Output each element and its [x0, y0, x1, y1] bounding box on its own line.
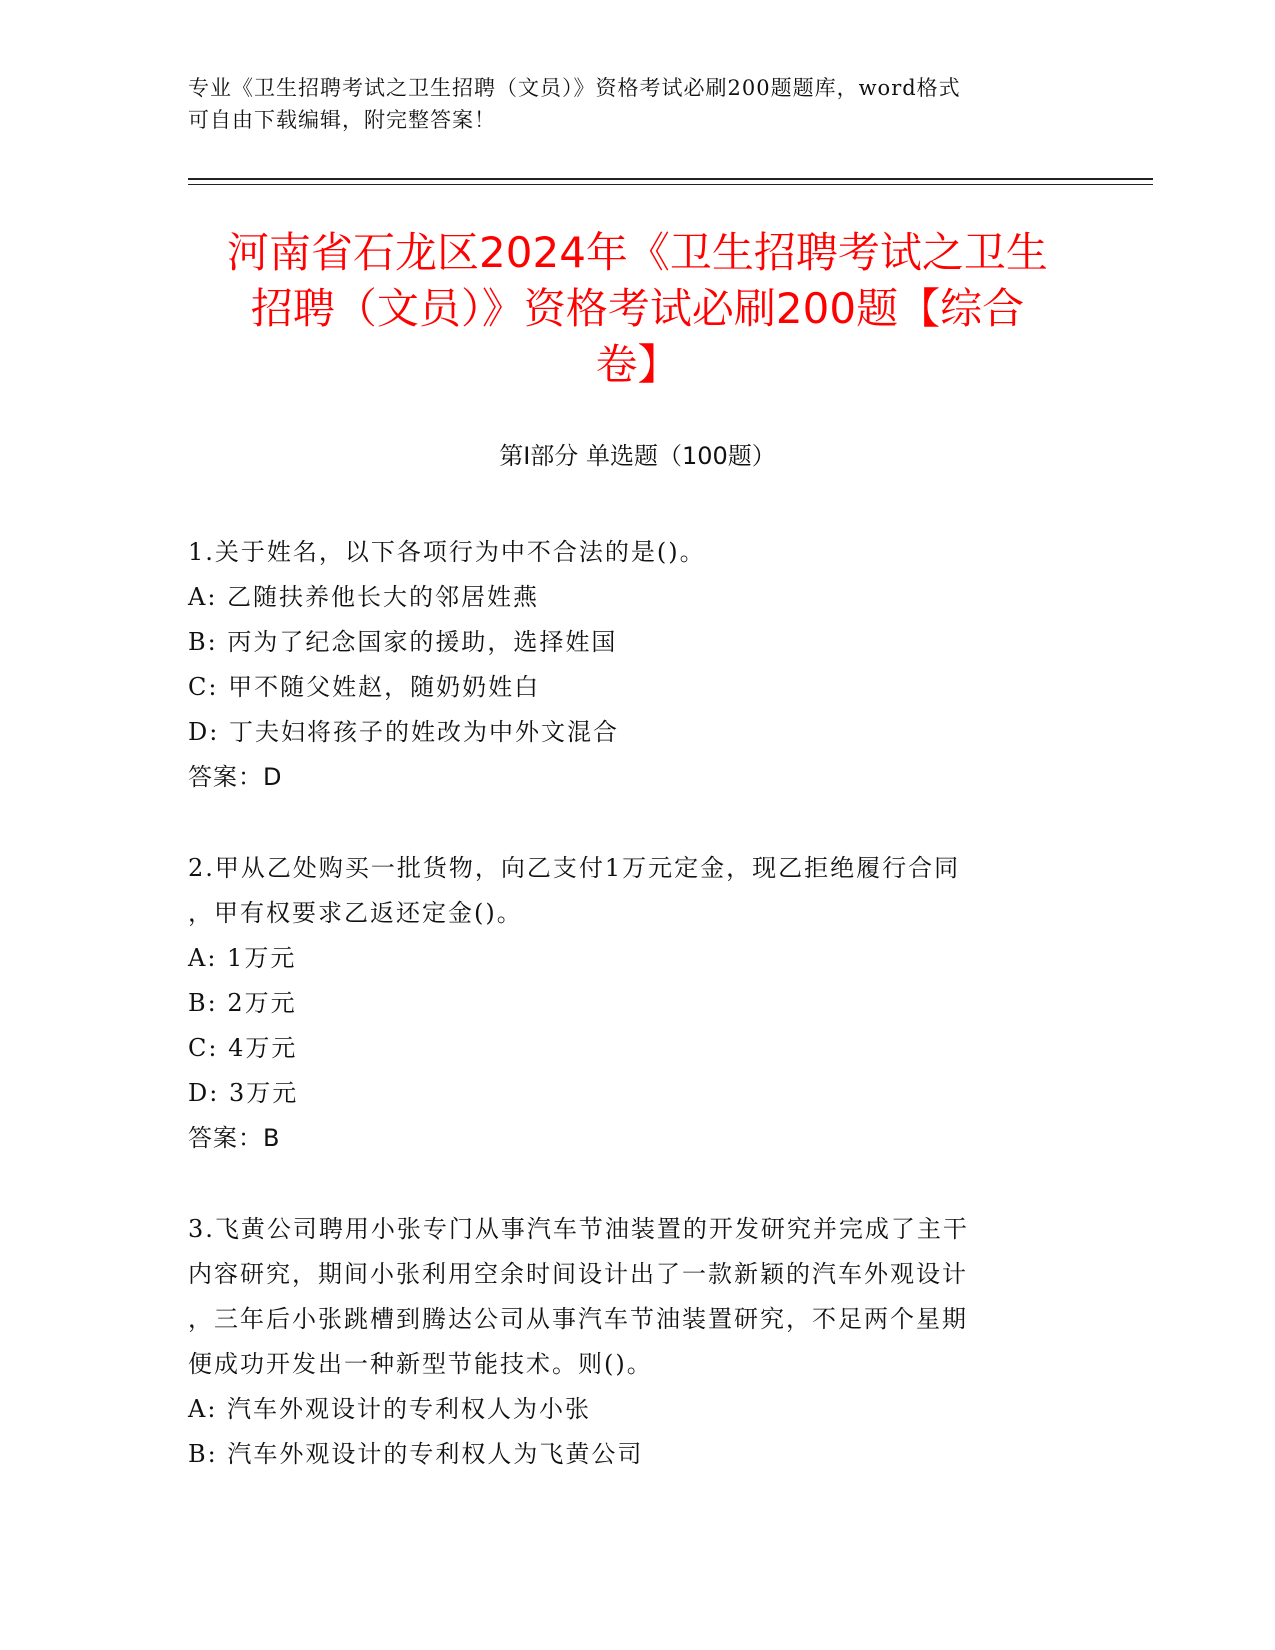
header-divider-thin — [188, 184, 1153, 185]
option-d: D: 丁夫妇将孩子的姓改为中外文混合 — [188, 718, 619, 746]
option-c: C: 甲不随父姓赵，随奶奶姓白 — [188, 673, 541, 701]
question-text: 3.飞黄公司聘用小张专门从事汽车节油装置的开发研究并完成了主干 — [188, 1215, 969, 1243]
section-heading: 第Ⅰ部分 单选题（100题） — [499, 442, 776, 470]
question-list — [188, 530, 1068, 1523]
header-note-line: 专业《卫生招聘考试之卫生招聘（文员）》资格考试必刷200题题库，word格式 — [188, 76, 961, 100]
title-line: 招聘（文员）》资格考试必刷200题【综合 — [250, 284, 1025, 333]
question-text: 便成功开发出一种新型节能技术。则()。 — [188, 1350, 653, 1378]
question-3 — [188, 1207, 1068, 1477]
header-note-line: 可自由下载编辑，附完整答案！ — [188, 108, 496, 132]
title-line: 河南省石龙区2024年《卫生招聘考试之卫生 — [227, 228, 1048, 277]
question-2 — [188, 846, 1068, 1161]
question-text: 1.关于姓名，以下各项行为中不合法的是()。 — [188, 538, 706, 566]
option-b: B: 丙为了纪念国家的援助，选择姓国 — [188, 628, 618, 656]
document-title — [150, 225, 1125, 393]
header-divider-thick — [188, 178, 1153, 180]
question-text: 内容研究，期间小张利用空余时间设计出了一款新颖的汽车外观设计 — [188, 1260, 968, 1288]
title-line: 卷】 — [595, 340, 680, 389]
question-text: 2.甲从乙处购买一批货物，向乙支付1万元定金，现乙拒绝履行合同 — [188, 854, 961, 882]
question-1 — [188, 530, 1068, 800]
option-d: D: 3万元 — [188, 1079, 299, 1107]
question-text: ，三年后小张跳槽到腾达公司从事汽车节油装置研究，不足两个星期 — [188, 1305, 968, 1333]
option-c: C: 4万元 — [188, 1034, 298, 1062]
option-b: B: 2万元 — [188, 989, 297, 1017]
option-a: A: 乙随扶养他长大的邻居姓燕 — [188, 583, 540, 611]
option-b: B: 汽车外观设计的专利权人为飞黄公司 — [188, 1440, 644, 1468]
question-text: ，甲有权要求乙返还定金()。 — [188, 899, 523, 927]
option-a: A: 汽车外观设计的专利权人为小张 — [188, 1395, 592, 1423]
answer: 答案：B — [188, 1124, 281, 1152]
option-a: A: 1万元 — [188, 944, 297, 972]
header-note — [188, 72, 1068, 136]
answer: 答案：D — [188, 763, 283, 791]
